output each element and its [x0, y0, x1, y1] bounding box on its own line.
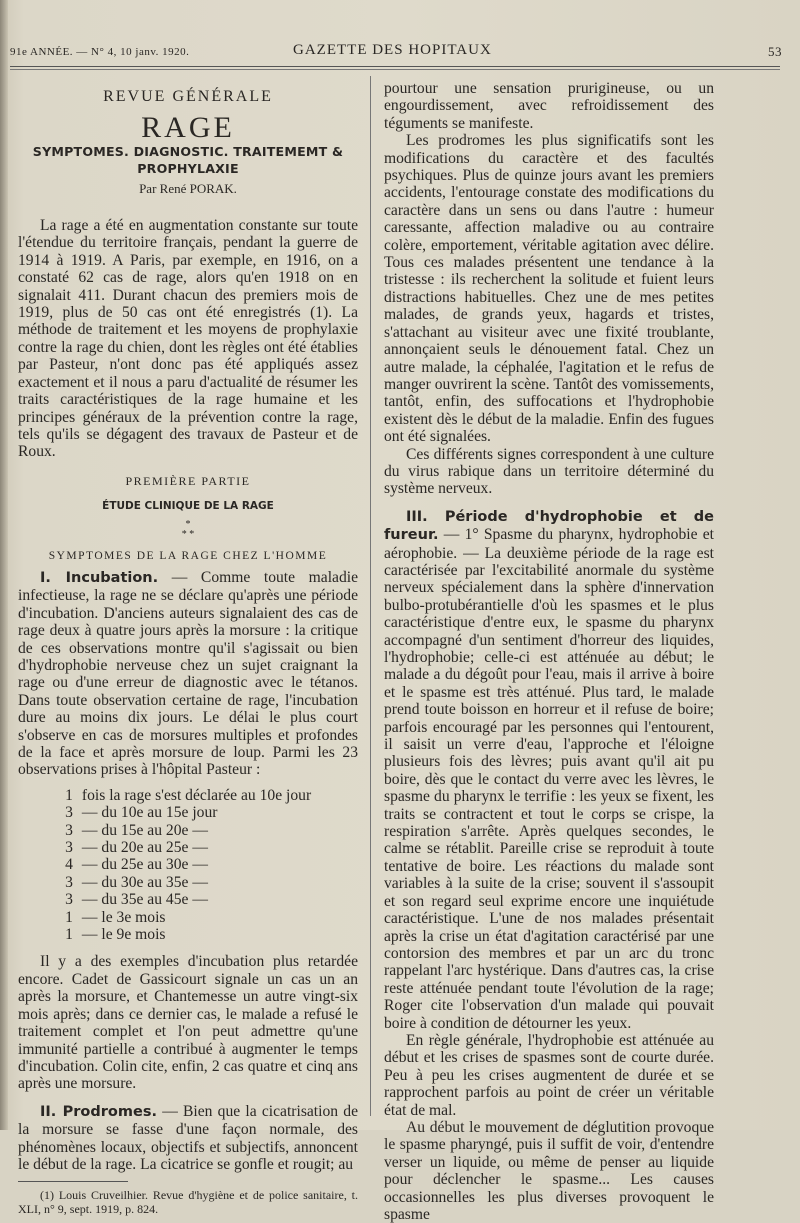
part-title: PREMIÈRE PARTIE — [125, 473, 251, 488]
stat-text: — du 30e au 35e — — [81, 873, 208, 891]
footnote-rule — [18, 1181, 128, 1182]
article-title: RAGE — [141, 111, 235, 145]
stat-text: — du 20e au 25e — — [81, 839, 208, 857]
incubation-statistics — [60, 787, 358, 944]
hydrophobia-rule-paragraph: En règle générale, l'hydrophobie est atténuée au début et les crises de spasmes sont de courte durée. Peu à peu les crises augmentent de durée et se rapprochent parfois au point de créer un véritable état de mal. — [384, 1031, 714, 1119]
stat-row — [60, 822, 358, 839]
prodromes-psychic-paragraph: Les prodromes les plus significatifs sont les modifications du caractère et des facultés psychiques. Plus de quinze jours avant les premiers accidents, l'entourage constate des modifications du caractère dans un sens ou dans l'autre : humeur caressante, affection maladive ou au contraire colère, emportement, véritable agitation avec délire. Tous ces malades présentent une tendance à la tristesse : ils recherchent la solitude et fuient leurs distractions habituelles. Chez une de mes petites malades, de grands yeux, hagards et tristes, s'attachant au visiteur avec une fixité troublante, annonçaient seuls le dénouement fatal. Chez un autre malade, la céphalée, l'agitation et le refus de manger ouvrirent la scène. Tantôt des vomissements, tantôt, enfin, des suffocations et l'hydrophobie existent dès le début de la maladie. Enfin des fugues ont été signalées. — [384, 132, 714, 446]
stat-count: 3 — [65, 821, 73, 839]
left-column — [18, 78, 358, 1216]
part-subtitle: ÉTUDE CLINIQUE DE LA RAGE — [102, 500, 274, 513]
incubation-text: — Comme toute maladie infectieuse, la rage ne se déclare qu'après une période d'incubation. D'anciens auteurs signalaient des cas de rage deux à quatre jours après la morsure : la critique de ces observations montre qu'il s'agissait ou bien d'hydrophobie nerveuse chez un sujet craignant la rage ou d'une erreur de diagnostic avec le tétanos. Dans toute observation certaine de rage, l'incubation dure au moins dix jours. Le délai le plus court s'observe en cas de morsures multiples et profondes de la face et après morsure de loup. Parmi les 23 observations prises à l'hôpital Pasteur : — [18, 568, 358, 779]
article-subtitle: SYMPTOMES. DIAGNOSTIC. TRAITEMEMT & PROPHYLAXIE — [32, 143, 344, 177]
stat-count: 1 — [65, 926, 73, 944]
incubation-paragraph-2: Il y a des exemples d'incubation plus retardée encore. Cadet de Gassicourt signale un cas un an après la morsure, et Chantemesse un autre vingt-six mois après; dans ce dernier cas, le malade a refusé le traitement complet et l'on peut admettre qu'une immunité partielle a contribué à augmenter le temps d'incubation. Colin cite, enfin, 2 cas quatre et cinq ans après une morsure. — [18, 953, 358, 1093]
intro-paragraph: La rage a été en augmentation constante sur toute l'étendue du territoire français, pendant la guerre de 1914 à 1919. A Paris, par exemple, en 1916, on a constaté 62 cas de rage, alors qu'en 1918 on en signalait 411. Durant chacun des premiers mois de 1919, plus de 50 cas ont été enregistrés (1). La méthode de traitement et les moyens de prophylaxie contre la rage du chien, dont les règles ont été établies par Pasteur, n'ont donc pas été appliqués assez exactement et il nous a paru d'actualité de résumer les traits caractéristiques de la rage humaine et les principes généraux de la prévention contre la rage, tels qu'ils se dégagent des travaux de Pasteur et de Roux. — [18, 217, 358, 461]
stat-row — [60, 856, 358, 873]
stat-count: 3 — [65, 839, 73, 857]
stat-row — [60, 909, 358, 926]
stat-count: 3 — [65, 873, 73, 891]
stat-count: 3 — [65, 891, 73, 909]
stat-text: — du 10e au 15e jour — [81, 804, 218, 822]
stat-count: 1 — [65, 786, 73, 804]
stat-row — [60, 891, 358, 908]
hydrophobia-text: — 1° Spasme du pharynx, hydrophobie et aérophobie. — La deuxième période de la rage est caractérisée par l'excitabilité anormale du système nerveux spécialement dans la sphère d'innervation bulbo-protubérantielle d'où les spasmes et le plus caractéristique d'entre eux, le spasme du pharynx accompagné d'un sentiment d'horreur des liquides, l'hydrophobie; celle-ci est atténuée au début; le malade a du dégoût pour l'eau, mais il arrive à boire et le spasme est très atténué. Plus tard, le malade prend toute boisson en horreur et il refuse de boire; parfois encouragé par les personnes qui l'entourent, il saisit un verre d'eau, l'approche et l'éloigne plusieurs fois des lèvres; puis avant qu'il ait pu boire, dès que le contact du verre avec les lèvres, le spasme du pharynx le terrifie : les yeux se fixent, les traits se contractent et tout le corps se crispe, la respiration s'arrête. Après quelques secondes, le calme se rétablit. Pareille crise se reproduit à toute tentative de boire. Les réactions du malade sont variables à la suite de la crise; souvent il s'assoupit et son regard seul exprime encore une inquiétude caractéristique. L'une de nos malades présentait après la crise un état d'agitation caractérisé par une contorsion des membres et par un arc du tronc rappelant l'arc hystérique. Dans d'autres cas, la crise reste atténuée pendant toute l'évolution de la rage; Roger cite l'observation d'un malade qui pouvait boire à condition de détourner les yeux. — [384, 526, 714, 1032]
prodromes-continued: pourtour une sensation prurigineuse, ou un engourdissement, avec refroidissement des téguments se manifeste. — [384, 80, 714, 132]
hydrophobia-heading: III. Période d'hydrophobie et de fureur. — [384, 508, 714, 544]
page-binding-edge — [0, 0, 8, 1130]
stat-text: — du 15e au 20e — — [81, 821, 208, 839]
incubation-heading: I. Incubation. — [40, 569, 159, 586]
article-author: Par René PORAK. — [139, 180, 237, 196]
right-column — [384, 80, 714, 1223]
stat-text: — le 3e mois — [81, 908, 166, 926]
stat-row — [60, 787, 358, 804]
page-number: 53 — [768, 44, 782, 59]
header-rule-thin — [10, 69, 780, 70]
stat-text: — le 9e mois — [81, 926, 166, 944]
hydrophobia-paragraph — [384, 508, 714, 1032]
stat-text: — du 35e au 45e — — [81, 891, 208, 909]
prodromes-text: — Bien que la cicatrisation de la morsure se fasse d'une façon normale, des phénomènes locaux, objectifs et subjectifs, annoncent le début de la rage. La cicatrice se gonfle et rougit; au — [18, 1102, 358, 1173]
prodromes-paragraph — [18, 1103, 358, 1174]
stat-count: 3 — [65, 804, 73, 822]
journal-title: GAZETTE DES HOPITAUX — [293, 42, 492, 58]
prodromes-summary-paragraph: Ces différents signes correspondent à une culture du virus rabique dans un territoire déterminé du système nerveux. — [384, 445, 714, 498]
stat-text: — du 25e au 30e — — [81, 856, 208, 874]
stat-text: fois la rage s'est déclarée au 10e jour — [81, 786, 312, 804]
header-rule — [10, 66, 780, 67]
stat-count: 1 — [65, 908, 73, 926]
column-divider — [370, 76, 371, 1116]
stat-row — [60, 839, 358, 856]
stat-count: 4 — [65, 856, 73, 874]
stat-row — [60, 804, 358, 821]
prodromes-heading: II. Prodromes. — [40, 1103, 157, 1120]
running-head — [10, 42, 782, 62]
section-title: REVUE GÉNÉRALE — [103, 88, 273, 105]
deglutition-paragraph: Au début le mouvement de déglutition provoque le spasme pharyngé, puis il suffit de voir, d'entendre verser un liquide, ou même de penser au liquide pour déclencher le spasme... Les causes occasionnelles les plus diverses provoquent le spasme — [384, 1118, 714, 1223]
incubation-paragraph — [18, 569, 358, 779]
chapter-title: SYMPTOMES DE LA RAGE CHEZ L'HOMME — [48, 549, 328, 562]
asterism-ornament: * * * — [181, 518, 195, 540]
footnote: (1) Louis Cruveilhier. Revue d'hygiène et de police sanitaire, t. XLI, n° 9, sept. 1919, p. 824. — [18, 1188, 358, 1217]
issue-info: 91e ANNÉE. — N° 4, 10 janv. 1920. — [10, 46, 190, 58]
stat-row — [60, 874, 358, 891]
stat-row — [60, 926, 358, 943]
